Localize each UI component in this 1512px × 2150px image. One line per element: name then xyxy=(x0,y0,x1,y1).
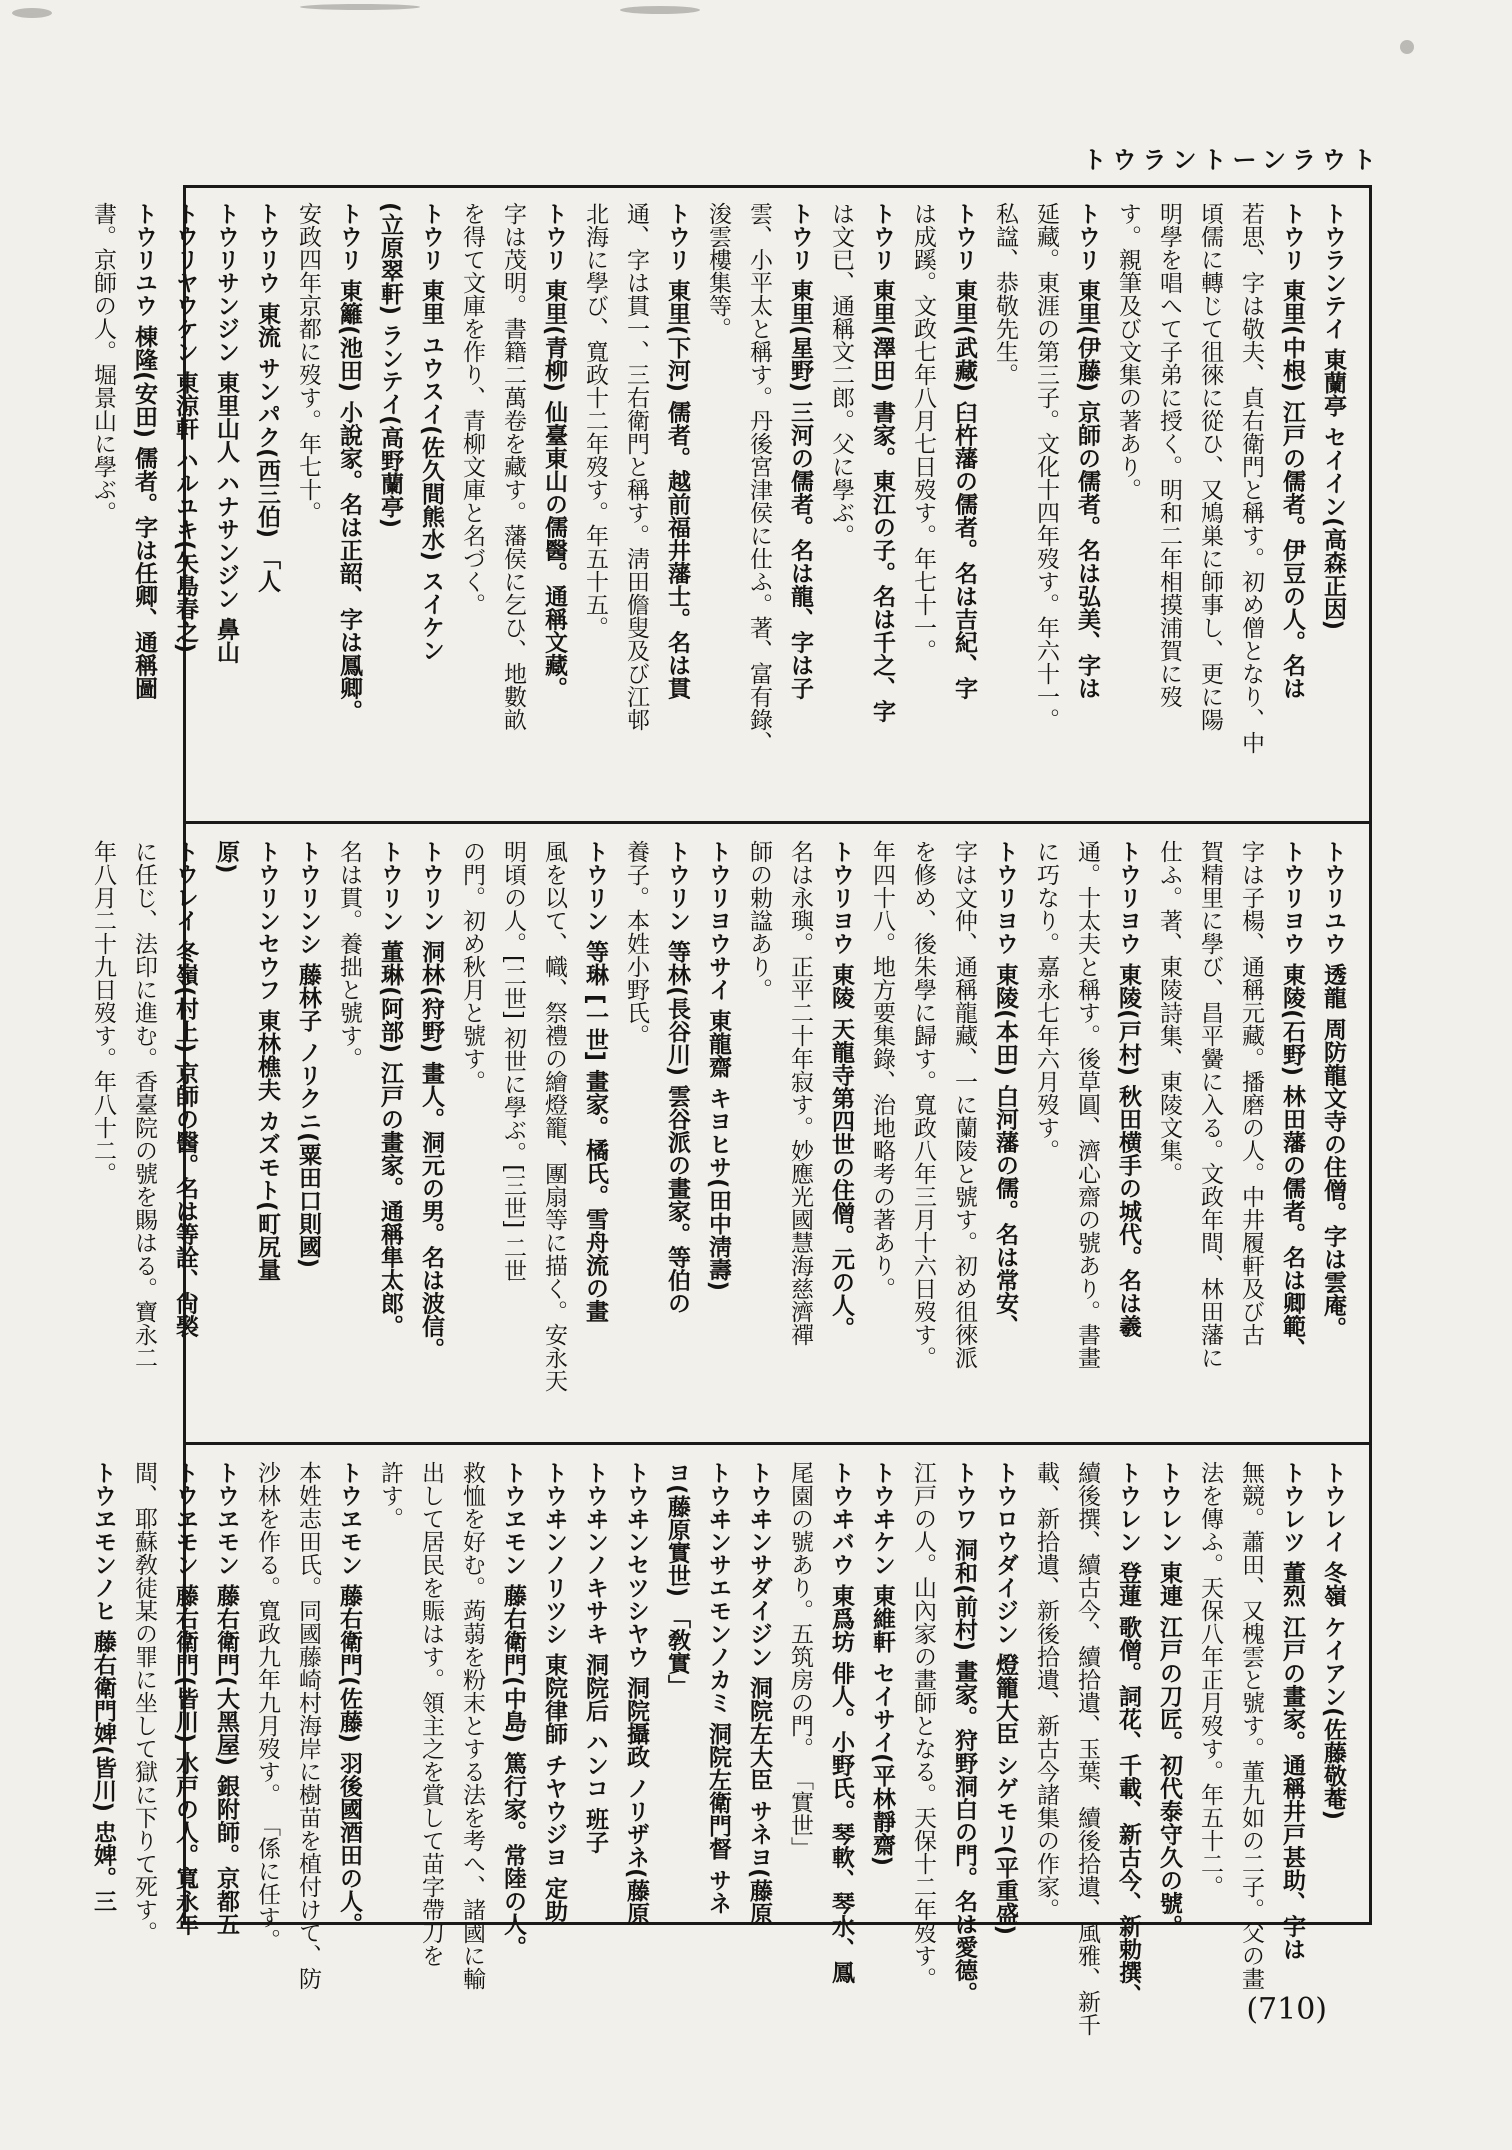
entry-text-column: 無競。蕭田、又槐雲と號す。董九如の二子。父の畫 xyxy=(1238,1461,1264,1990)
entry-text-column: 頃儒に轉じて徂徠に從ひ、又鳩巣に師事し、更に陽 xyxy=(1197,202,1223,731)
entry-headword-column: トウヱモン 藤右衛門(中島) 篤行家。常陸の人。 xyxy=(500,1461,526,1959)
entry-text-column: 師の勅諡あり。 xyxy=(746,840,772,1001)
entry-headword-column: トウヱモン 藤右衛門(大黑屋) 銀附師。京都五 xyxy=(213,1461,239,1936)
entry-headword-column: トウヰケン 東維軒 セイサイ(平林靜齋) xyxy=(869,1461,895,1867)
entry-text-column: 續後撰、續古今、續拾遺、玉葉、續後拾遺、風雅、新千 xyxy=(1074,1461,1100,2036)
entry-headword-column: トウリユウ 透龍 周防龍文寺の住僧。字は雲庵。 xyxy=(1320,840,1346,1340)
entry-headword-column: トウリン 洞林(狩野) 畫人。洞元の男。名は波信。 xyxy=(418,840,444,1361)
entry-headword-column: トウヱモン 藤右衛門(皆川) 水戸の人。寬永年 xyxy=(172,1461,198,1936)
entry-headword-column: トウレツ 董烈 江戸の畫家。通稱井戸甚助、字は xyxy=(1279,1461,1305,1961)
entry-text-column: 間、耶蘇敎徒某の罪に坐して獄に下りて死す。 xyxy=(131,1461,157,1944)
entry-text-column: 私諡、恭敬先生。 xyxy=(992,202,1018,386)
entry-text-column: 延藏。東涯の第三子。文化十四年歿す。年六十一。 xyxy=(1033,202,1059,731)
entry-text-column: 通。十太夫と稱す。後草圓、濟心齋の號あり。書畫 xyxy=(1074,840,1100,1369)
entry-headword-column: トウリヨウ 東陵 天龍寺第四世の住僧。元の人。 xyxy=(828,840,854,1340)
entry-text-column: 名は貫。養拙と號す。 xyxy=(336,840,362,1070)
entry-text-column: 字は茂明。書籍二萬卷を藏す。藩侯に乞ひ、地數畝 xyxy=(500,202,526,731)
entry-headword-column: トウリンセウフ 東林樵夫 カズモト(町尻量 xyxy=(254,840,280,1281)
entry-headword-column: トウヱモン 藤右衛門(佐藤) 羽後國酒田の人。 xyxy=(336,1461,362,1936)
entry-headword-column: トウヰバウ 東爲坊 俳人。小野氏。琴軟、琴水、鳳 xyxy=(828,1461,854,1984)
entry-text-column: を得て文庫を作り、青柳文庫と名づく。 xyxy=(459,202,485,616)
entry-text-column: 年八月二十九日歿す。年八十二。 xyxy=(90,840,116,1185)
entry-text-column: 載、新拾遺、新後拾遺、新古今諸集の作家。 xyxy=(1033,1461,1059,1921)
entry-text-column: 養子。本姓小野氏。 xyxy=(623,840,649,1047)
entry-headword-column: トウリヨウ 東陵(石野) 林田藩の儒者。名は卿範、 xyxy=(1279,840,1305,1361)
entry-headword-column: トウロウダイジン 燈籠大臣 シゲモリ(平重盛) xyxy=(992,1461,1018,1936)
entry-headword-column: トウレイ 冬嶺 ケイアン(佐藤敬菴) xyxy=(1320,1461,1346,1821)
tier-top xyxy=(90,188,1369,820)
entry-headword-column: トウリ 東里(武藏) 臼杵藩の儒者。名は吉紀、字 xyxy=(951,202,977,700)
entry-text-column: 風を以て、幟、祭禮の繪燈籠、團扇等に描く。安永天 xyxy=(541,840,567,1392)
entry-text-column: 若思、字は敬夫、貞右衛門と稱す。初め僧となり、中 xyxy=(1238,202,1264,754)
entry-headword-column: トウリ 東籬(池田) 小說家。名は正韶、字は鳳卿。 xyxy=(336,202,362,723)
entry-text-column: 江戸の人。山內家の畫師となる。天保十二年歿す。 xyxy=(910,1461,936,1990)
entry-text-column: 出して居民を賑はす。領主之を賞して苗字帶刀を xyxy=(418,1461,444,1967)
page-number: (710) xyxy=(1246,1992,1327,2027)
entry-headword-column: トウリン 等琳 [一世] 畫家。橘氏。雪舟流の畫 xyxy=(582,840,608,1323)
entry-text-column: に任じ、法印に進む。香臺院の號を賜はる。寶永二 xyxy=(131,840,157,1369)
entry-headword-column: トウリン 等林(長谷川) 雲谷派の畫家。等伯の xyxy=(664,840,690,1315)
entry-text-column: 仕ふ。著、東陵詩集、東陵文集。 xyxy=(1156,840,1182,1185)
tier-divider-2 xyxy=(186,1442,1369,1445)
running-head: トウラントーンラウト xyxy=(1082,146,1382,174)
entry-headword-column: トウリヨウ 東陵(戸村) 秋田横手の城代。名は羲 xyxy=(1115,840,1141,1338)
entry-text-column: 書。京師の人。堀景山に學ぶ。 xyxy=(90,202,116,524)
entry-headword-column: トウレン 東連 江戸の刀匠。初代泰守久の號。 xyxy=(1156,1461,1182,1938)
entry-headword-column: トウヰンセツシヤウ 洞院攝政 ノリザネ(藤原 xyxy=(623,1461,649,1925)
entry-text-column: 浚雲樓集等。 xyxy=(705,202,731,340)
entry-headword-column: トウヰンサダイジン 洞院左大臣 サネヨ(藤原 xyxy=(746,1461,772,1925)
entry-headword-column: トウレン 登蓮 歌僧。詞花、千載、新古今、新勅撰、 xyxy=(1115,1461,1141,2007)
entry-headword-column: トウヰンノリツシ 東院律師 チヤウジヨ 定助 xyxy=(541,1461,567,1923)
entry-text-column: 字は子楊、通稱元藏。播磨の人。中井履軒及び古 xyxy=(1238,840,1264,1346)
entry-text-column: 雲、小平太と稱す。丹後宮津侯に仕ふ。著、富有錄、 xyxy=(746,202,772,754)
entry-text-column: 許す。 xyxy=(377,1461,403,1530)
entry-text-column: 年四十八。地方要集錄、治地略考の著あり。 xyxy=(869,840,895,1300)
entry-headword-column: トウリ 東里(中根) 江戸の儒者。伊豆の人。名は xyxy=(1279,202,1305,700)
entry-headword-column: トウヰンノキサキ 洞院后 ハンコ 班子 xyxy=(582,1461,608,1854)
entry-headword-column: トウリサンジン 東里山人 ハナサンジン 鼻山 xyxy=(213,202,239,664)
entry-text-column: 法を傳ふ。天保八年正月歿す。年五十二。 xyxy=(1197,1461,1223,1898)
entry-text-column: 明學を唱へて子弟に授く。明和二年相摸浦賀に歿 xyxy=(1156,202,1182,708)
entry-headword-column: トウリヤウケン 東涼軒 ハルユキ(矢島春之) xyxy=(172,202,198,654)
entry-text-column: 沙林を作る。寬政九年九月歿す。 「係に任す。 xyxy=(254,1461,280,1952)
entry-headword-column: トウレイ 冬嶺(村上) 京師の醫。名は等詮、尙褧 xyxy=(172,840,198,1338)
tier-middle-columns xyxy=(90,840,1353,1433)
entry-text-column: 通、字は貫一、三右衛門と稱す。淸田儋叟及び江邨 xyxy=(623,202,649,731)
tier-divider-1 xyxy=(186,821,1369,824)
entry-headword-column: トウリ 東里(下河) 儒者。越前福井藩士。名は貫 xyxy=(664,202,690,700)
entry-text-column: に巧なり。嘉永七年六月歿す。 xyxy=(1033,840,1059,1162)
entry-headword-column: トウリヨウサイ 東龍齋 キヨヒサ(田中淸壽) xyxy=(705,840,731,1292)
entry-headword-column: トウランテイ 東蘭亭 セイイン(高森正因) xyxy=(1320,202,1346,631)
entry-text-column: 名は永璵。正平二十年寂す。妙應光國慧海慈濟禪 xyxy=(787,840,813,1346)
entry-headword-column: トウリン 董琳(阿部) 江戸の畫家。通稱隼太郎。 xyxy=(377,840,403,1338)
entry-headword-column: トウリ 東里(星野) 三河の儒者。名は龍、字は子 xyxy=(787,202,813,700)
entry-headword-column: トウリ 東里 ユウスイ(佐久間熊水) スイケン xyxy=(418,202,444,662)
entry-headword-column: トウリ 東里(青柳) 仙臺東山の儒醫。通稱文藏。 xyxy=(541,202,567,700)
entry-headword-column: (立原翠軒) ランテイ(高野蘭亭) xyxy=(377,202,403,529)
entry-text-column: を修め、後朱學に歸す。寬政八年三月十六日歿す。 xyxy=(910,840,936,1369)
tier-top-columns xyxy=(90,202,1353,812)
entry-text-column: 北海に學び、寬政十二年歿す。年五十五。 xyxy=(582,202,608,639)
entry-text-column: す。親筆及び文集の著あり。 xyxy=(1115,202,1141,501)
tier-middle xyxy=(90,826,1369,1441)
entry-headword-column: トウリンシ 藤林子 ノリクニ(粟田口則國) xyxy=(295,840,321,1269)
entry-headword-column: トウヱモンノヒ 藤右衛門婢(皆川) 忠婢。三 xyxy=(90,1461,116,1913)
entry-text-column: は文已、通稱文二郎。父に學ぶ。 xyxy=(828,202,854,547)
entry-headword-column: トウリユウ 棟隆(安田) 儒者。字は任卿、通稱圖 xyxy=(131,202,157,700)
entry-text-column: の門。初め秋月と號す。 xyxy=(459,840,485,1093)
entry-text-column: 本姓志田氏。同國藤崎村海岸に樹苗を植付けて、防 xyxy=(295,1461,321,1990)
entry-headword-column: トウリ 東里(澤田) 書家。東江の子。名は千之、字 xyxy=(869,202,895,723)
entry-headword-column: トウリ 東里(伊藤) 京師の儒者。名は弘美、字は xyxy=(1074,202,1100,700)
entry-text-column: 字は文仲、通稱龍藏、一に蘭陵と號す。初め徂徠派 xyxy=(951,840,977,1369)
entry-headword-column: 原) xyxy=(213,840,239,874)
entry-headword-column: トウリヨウ 東陵(本田) 白河藩の儒。名は常安、 xyxy=(992,840,1018,1338)
entry-text-column: 明頃の人。[二世] 初世に學ぶ。[三世] 二世 xyxy=(500,840,526,1282)
entry-headword-column: トウワ 洞和(前村) 畫家。狩野洞白の門。名は愛德。 xyxy=(951,1461,977,2005)
entry-text-column: は成蹊。文政七年八月七日歿す。年七十一。 xyxy=(910,202,936,662)
entry-headword-column: トウリウ 東流 サンパク(西三伯) 「人 xyxy=(254,202,280,593)
entry-headword-column: トウヰンサエモンノカミ 洞院左衛門督 サネ xyxy=(705,1461,731,1915)
entry-headword-column: ヨ(藤原實世) 「敎實」 xyxy=(664,1461,690,1698)
entry-text-column: 賀精里に學び、昌平黌に入る。文政年間、林田藩に xyxy=(1197,840,1223,1369)
entry-text-column: 安政四年京都に歿す。年七十。 xyxy=(295,202,321,524)
entry-text-column: 尾園の號あり。五筑房の門。 「實世」 xyxy=(787,1461,813,1860)
entry-text-column: 救恤を好む。蒟蒻を粉末とする法を考へ、諸國に輸 xyxy=(459,1461,485,1990)
